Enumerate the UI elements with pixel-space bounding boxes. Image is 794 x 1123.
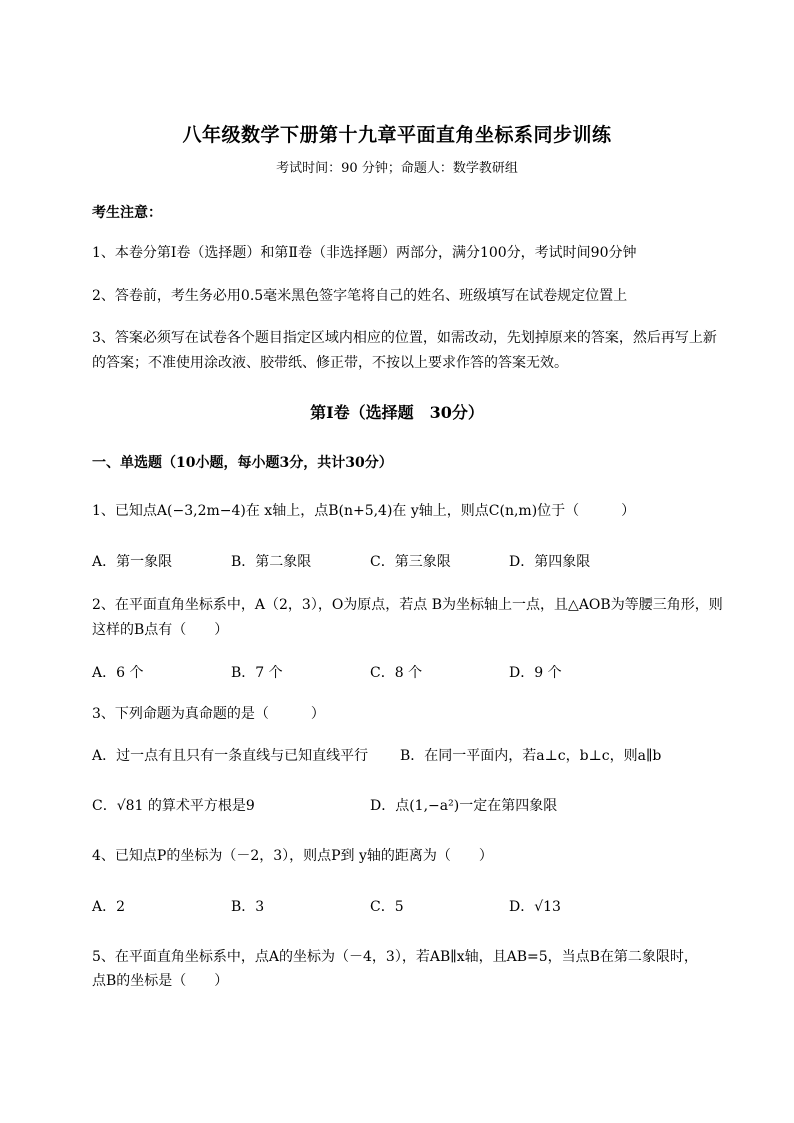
notice-heading: 考生注意：: [92, 205, 162, 221]
question-stem: 1、已知点A(−3,2m−4)在 x轴上，点B(n+5,4)在 y轴上，则点C(n,m)位于（ ）: [92, 503, 636, 519]
question-stem-continued: 这样的B点有（ ）: [92, 622, 229, 638]
exam-info: 考试时间：90 分钟；命题人：数学教研组: [276, 161, 518, 176]
option-a[interactable]: A．过一点有且只有一条直线与已知直线平行: [92, 748, 369, 764]
notice-item: 3、答案必须写在试卷各个题目指定区域内相应的位置，如需改动，先划掉原来的答案，然后再写上新: [92, 330, 717, 346]
option-d[interactable]: D．点(1,−a²)一定在第四象限: [370, 798, 558, 814]
option-c[interactable]: C．√81 的算术平方根是9: [92, 798, 255, 814]
notice-item-continued: 的答案；不准使用涂改液、胶带纸、修正带，不按以上要求作答的答案无效。: [92, 355, 568, 371]
notice-item: 1、本卷分第Ⅰ卷（选择题）和第Ⅱ卷（非选择题）两部分，满分100分，考试时间90分钟: [92, 245, 637, 261]
question-stem: 5、在平面直角坐标系中，点A的坐标为（－4，3），若AB∥x轴，且AB=5，当点B在第二象限时，: [92, 949, 698, 965]
option-a[interactable]: A．6 个: [92, 665, 144, 681]
option-a[interactable]: A．第一象限: [92, 554, 173, 570]
option-c[interactable]: C．5: [370, 899, 404, 915]
question-stem: 3、下列命题为真命题的是（ ）: [92, 706, 325, 722]
question-stem: 2、在平面直角坐标系中，A（2，3），O为原点，若点 B为坐标轴上一点，且△AOB为等腰三角形，则: [92, 597, 723, 613]
option-d[interactable]: D．√13: [509, 899, 561, 915]
option-b[interactable]: B．3: [231, 899, 265, 915]
question-stem: 4、已知点P的坐标为（－2，3），则点P到 y轴的距离为（ ）: [92, 848, 493, 864]
option-b[interactable]: B．第二象限: [231, 554, 312, 570]
option-b[interactable]: B．7 个: [231, 665, 283, 681]
option-b[interactable]: B．在同一平面内，若a⊥c，b⊥c，则a∥b: [400, 748, 662, 764]
question-stem-continued: 点B的坐标是（ ）: [92, 973, 229, 989]
option-c[interactable]: C．第三象限: [370, 554, 451, 570]
page-title: 八年级数学下册第十九章平面直角坐标系同步训练: [182, 124, 612, 146]
notice-item: 2、答卷前，考生务必用0.5毫米黑色签字笔将自己的姓名、班级填写在试卷规定位置上: [92, 288, 628, 304]
option-c[interactable]: C．8 个: [370, 665, 423, 681]
option-d[interactable]: D．9 个: [509, 665, 562, 681]
part-heading: 一、单选题（10小题，每小题3分，共计30分）: [92, 455, 393, 471]
option-a[interactable]: A．2: [92, 899, 126, 915]
section-title: 第Ⅰ卷（选择题 30分）: [310, 403, 484, 422]
option-d[interactable]: D．第四象限: [509, 554, 591, 570]
